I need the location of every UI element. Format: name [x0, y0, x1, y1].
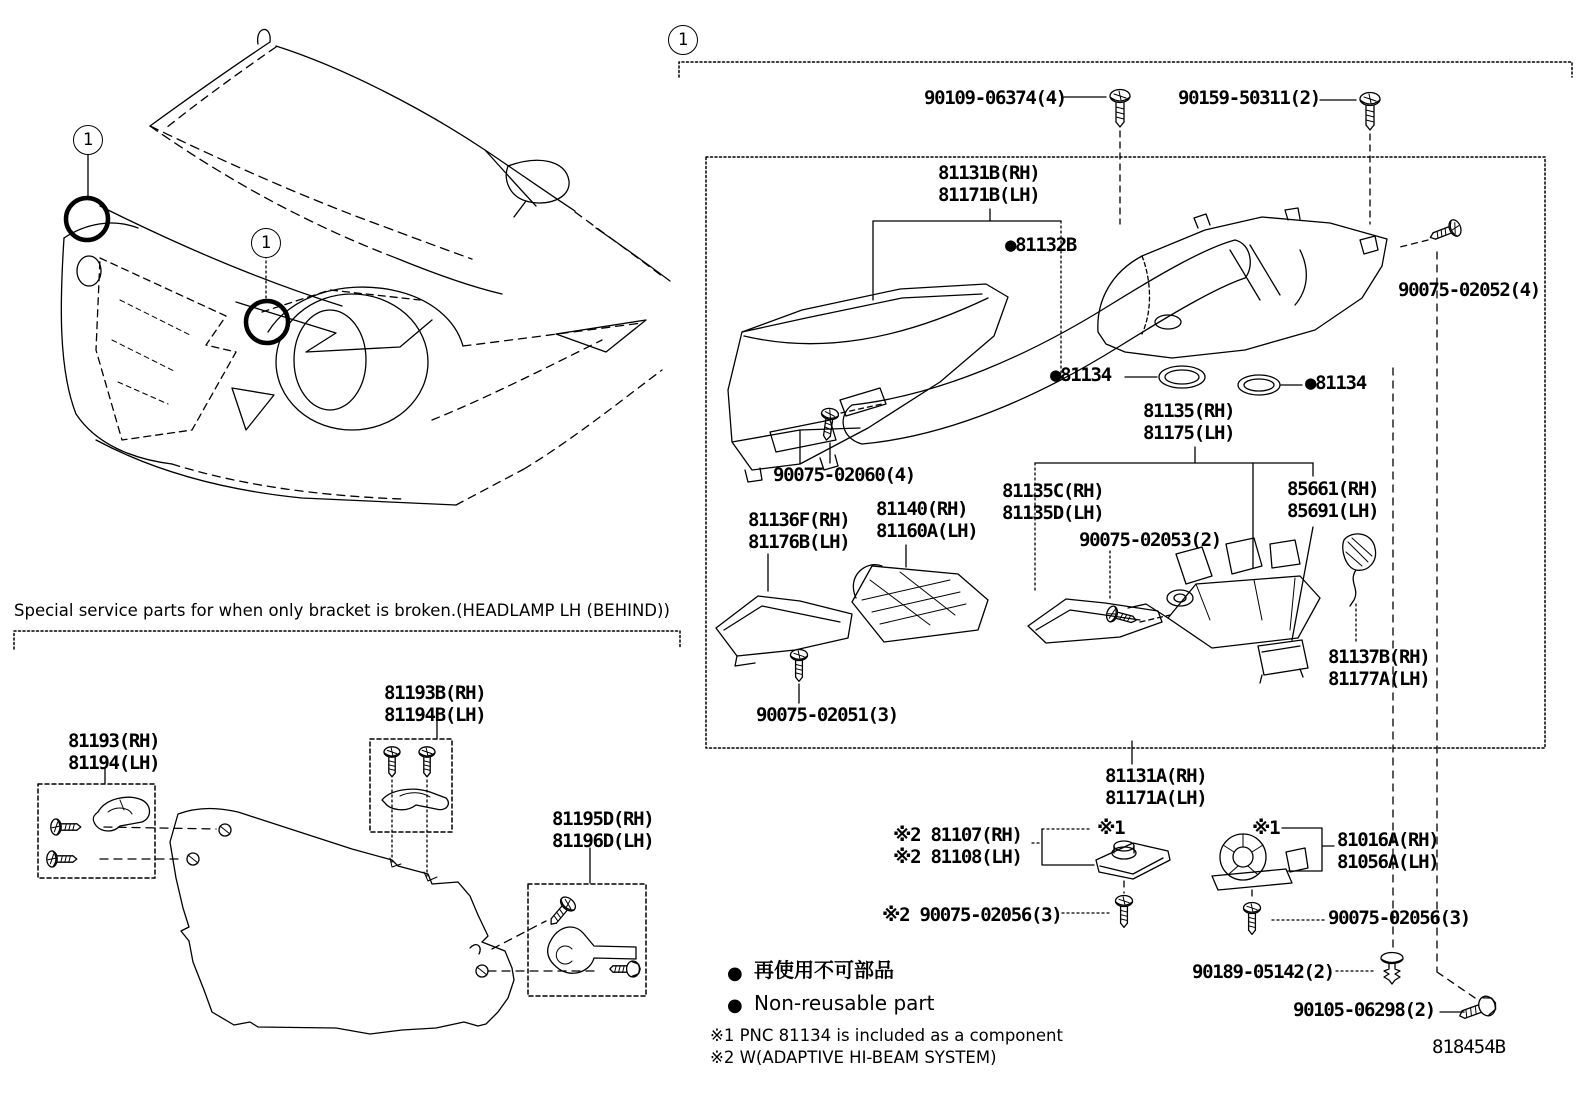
housing-drawing — [1098, 208, 1387, 358]
non-reusable-bullet-icon-2: ● — [727, 995, 743, 1016]
section-callout-1: 1 — [668, 25, 698, 55]
drop-lines — [1393, 252, 1478, 1000]
led-module-81016A-drawing — [1212, 828, 1334, 934]
kit-81195D-drawing — [488, 848, 646, 996]
non-reusable-bullet-icon: ● — [727, 963, 743, 984]
label-81107: ※2 81107(RH) ※2 81108(LH) — [893, 824, 1022, 868]
label-81140: 81140(RH) 81160A(LH) — [876, 498, 978, 542]
label-90075-02060: 90075-02060(4) — [773, 464, 915, 486]
legend-en-text: Non-reusable part — [754, 991, 935, 1015]
label-90109-06374: 90109-06374(4) — [924, 87, 1066, 109]
label-81137B: 81137B(RH) 81177A(LH) — [1328, 646, 1430, 690]
figure-code: 818454B — [1432, 1036, 1506, 1058]
label-81131B: 81131B(RH) 81171B(LH) — [938, 162, 1040, 206]
screw-90075-02051 — [791, 649, 808, 703]
car-callout-1: 1 — [73, 125, 103, 155]
label-90075-02056-a: ※2 90075-02056(3) — [882, 904, 1062, 926]
leader-85661 — [1292, 527, 1313, 640]
label-90075-02053: 90075-02053(2) — [1079, 529, 1221, 551]
label-81135C: 81135C(RH) 81135D(LH) — [1002, 480, 1104, 524]
car-illustration — [61, 29, 670, 505]
label-90075-02056-b: 90075-02056(3) — [1328, 907, 1470, 929]
special-section-bracket — [14, 631, 680, 649]
label-90105-06298: 90105-06298(2) — [1293, 999, 1435, 1021]
label-81134-left: ●81134 — [1050, 364, 1111, 386]
section-bracket — [679, 62, 1572, 77]
label-81132B: ●81132B — [1005, 234, 1076, 256]
cord-81137B-drawing — [1343, 534, 1376, 606]
label-81193: 81193(RH) 81194(LH) — [68, 730, 160, 774]
label-81134-right: ●81134 — [1305, 372, 1366, 394]
screw-90075-02052 — [1396, 218, 1463, 248]
car-callout-2: 1 — [251, 228, 281, 258]
gaskets-81134-drawing — [1125, 366, 1302, 395]
bolt-90105 — [1440, 994, 1499, 1026]
headlamp-rear-outline — [170, 809, 514, 1035]
legend-jp-text: 再使用不可部品 — [754, 958, 894, 982]
screw-90159 — [1320, 93, 1380, 225]
kit-81193-drawing — [38, 768, 216, 878]
leveling-assembly-drawing — [1128, 538, 1320, 648]
label-81136F: 81136F(RH) 81176B(LH) — [748, 509, 850, 553]
bracket-81136F-drawing — [716, 596, 852, 666]
label-star1-b: ※1 — [1252, 817, 1280, 839]
label-81135: 81135(RH) 81175(LH) — [1143, 400, 1235, 444]
legend-note-1: ※1 PNC 81134 is included as a component — [710, 1026, 1063, 1045]
label-85661: 85661(RH) 85691(LH) — [1287, 478, 1379, 522]
led-unit-81140-drawing — [852, 565, 988, 642]
headlamp-lens-drawing — [728, 284, 1008, 482]
legend-note-2: ※2 W(ADAPTIVE HI-BEAM SYSTEM) — [710, 1048, 997, 1067]
label-90189-05142: 90189-05142(2) — [1192, 961, 1334, 983]
computer-85661-drawing — [1258, 640, 1308, 683]
label-90159-50311: 90159-50311(2) — [1178, 87, 1320, 109]
kit-81193B-drawing — [370, 721, 452, 876]
screw-90075-02060 — [818, 404, 882, 463]
special-service-note: Special service parts for when only bracket is broken.(HEADLAMP LH (BEHIND)) — [14, 601, 670, 620]
label-star1-a: ※1 — [1097, 817, 1125, 839]
label-90075-02051: 90075-02051(3) — [756, 704, 898, 726]
label-90075-02052: 90075-02052(4) — [1398, 279, 1540, 301]
label-81193B: 81193B(RH) 81194B(LH) — [384, 682, 486, 726]
label-81195D: 81195D(RH) 81196D(LH) — [552, 808, 654, 852]
clip-90189 — [1336, 953, 1403, 985]
label-81016A: 81016A(RH) 81056A(LH) — [1337, 829, 1439, 873]
label-81131A: 81131A(RH) 81171A(LH) — [1105, 765, 1207, 809]
